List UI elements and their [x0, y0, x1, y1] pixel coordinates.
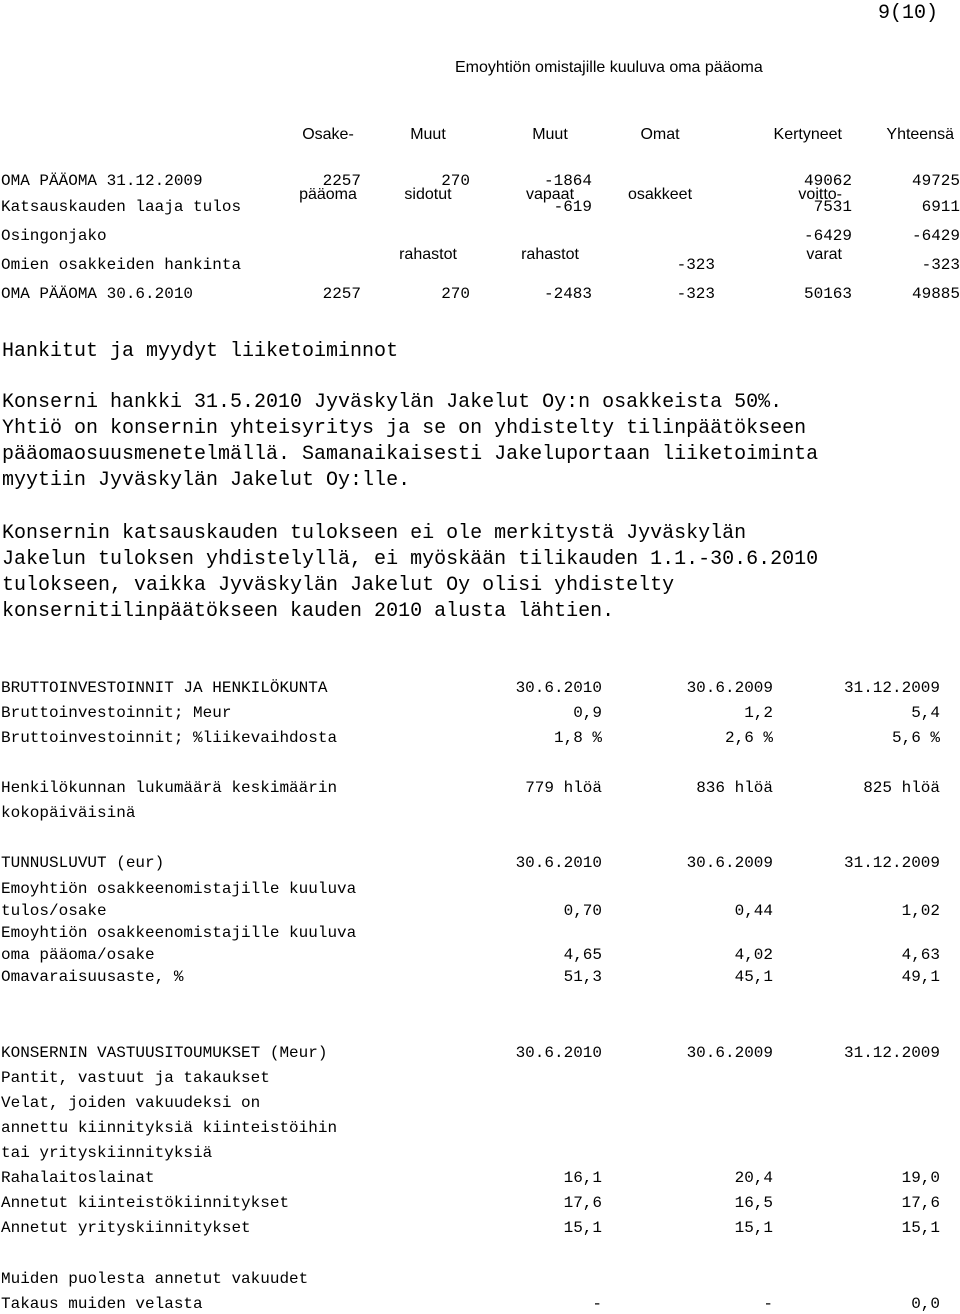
- row-label: Takaus muiden velasta: [1, 1295, 203, 1313]
- row-label: Omien osakkeiden hankinta: [1, 256, 242, 274]
- col-date-1: 30.6.2010: [515, 1044, 602, 1062]
- column-header-total: Yhteensä: [886, 126, 954, 143]
- column-header-line: sidotut: [404, 186, 452, 203]
- cell-value: 19,0: [901, 1169, 940, 1187]
- column-header-retained-earnings: [720, 85, 842, 305]
- row-label: Emoyhtiön osakkeenomistajille kuuluva: [1, 924, 357, 942]
- cell-value: 15,1: [563, 1219, 602, 1237]
- cell-value: 16,1: [563, 1169, 602, 1187]
- subheading: Pantit, vastuut ja takaukset: [1, 1069, 270, 1087]
- cell-value: 5,6 %: [891, 729, 940, 747]
- column-header-line: Osake-: [302, 126, 354, 143]
- cell-total: -6429: [911, 227, 960, 245]
- cell-unrestricted-funds: -2483: [543, 285, 592, 303]
- cell-restricted-funds: 270: [441, 172, 470, 190]
- paragraph-line: Konserni hankki 31.5.2010 Jyväskylän Jakelut Oy:n osakkeista 50%.: [2, 391, 783, 414]
- column-header-line: Muut: [410, 126, 446, 143]
- row-label: Bruttoinvestoinnit; Meur: [1, 704, 232, 722]
- col-date-2: 30.6.2009: [686, 679, 773, 697]
- cell-value: -: [763, 1295, 773, 1313]
- row-label: Emoyhtiön osakkeenomistajille kuuluva: [1, 880, 357, 898]
- cell-value: 16,5: [734, 1194, 773, 1212]
- section-heading: Hankitut ja myydyt liiketoiminnot: [2, 340, 399, 363]
- investments-header-label: BRUTTOINVESTOINNIT JA HENKILÖKUNTA: [1, 679, 328, 697]
- paragraph-result-impact: [2, 521, 952, 625]
- cell-value: 4,02: [734, 946, 773, 964]
- cell-share-capital: 2257: [322, 172, 361, 190]
- row-label: Osingonjako: [1, 227, 107, 245]
- paragraph-line: tulokseen, vaikka Jyväskylän Jakelut Oy olisi yhdistelty: [2, 574, 675, 597]
- column-header-line: osakkeet: [627, 186, 693, 203]
- col-date-3: 31.12.2009: [843, 1044, 940, 1062]
- cell-value: 825 hlöä: [863, 779, 940, 797]
- col-date-1: 30.6.2010: [515, 854, 602, 872]
- paragraph-line: Yhtiö on konsernin yhteisyritys ja se on yhdistelty tilinpäätökseen: [2, 417, 807, 440]
- cell-value: 20,4: [734, 1169, 773, 1187]
- cell-value: 17,6: [901, 1194, 940, 1212]
- cell-value: 51,3: [563, 968, 602, 986]
- cell-retained-earnings: 50163: [803, 285, 852, 303]
- commitments-header-label: KONSERNIN VASTUUSITOUMUKSET (Meur): [1, 1044, 328, 1062]
- column-header-other-restricted-funds: [378, 85, 478, 305]
- page-number: 9(10): [877, 2, 938, 25]
- cell-total: 49885: [911, 285, 960, 303]
- col-date-2: 30.6.2009: [686, 854, 773, 872]
- column-header-line: varat: [806, 246, 842, 263]
- cell-value: 2,6 %: [724, 729, 773, 747]
- col-date-3: 31.12.2009: [843, 854, 940, 872]
- cell-total: -323: [921, 256, 960, 274]
- row-label: Bruttoinvestoinnit; %liikevaihdosta: [1, 729, 338, 747]
- col-date-2: 30.6.2009: [686, 1044, 773, 1062]
- column-header-line: vapaat: [525, 186, 575, 203]
- col-date-3: 31.12.2009: [843, 679, 940, 697]
- row-label: Annetut yrityskiinnitykset: [1, 1219, 251, 1237]
- row-label-continued: tulos/osake: [1, 902, 107, 920]
- row-label: Henkilökunnan lukumäärä keskimäärin: [1, 779, 338, 797]
- column-header-other-unrestricted-funds: [490, 85, 610, 305]
- cell-value: 15,1: [734, 1219, 773, 1237]
- column-header-line: Kertyneet: [773, 126, 842, 143]
- row-label: Omavaraisuusaste, %: [1, 968, 184, 986]
- cell-value: 0,44: [734, 902, 773, 920]
- cell-unrestricted-funds: -1864: [543, 172, 592, 190]
- column-header-line: Omat: [640, 126, 680, 143]
- row-label: Annetut kiinteistökiinnitykset: [1, 1194, 290, 1212]
- column-header-line: pääoma: [299, 186, 357, 203]
- paragraph-line: konsernitilinpäätökseen kauden 2010 alusta lähtien.: [2, 600, 615, 623]
- cell-value: 5,4: [911, 704, 940, 722]
- paragraph-line: Konsernin katsauskauden tulokseen ei ole merkitystä Jyväskylän: [2, 522, 747, 545]
- cell-share-capital: 2257: [322, 285, 361, 303]
- cell-value: 836 hlöä: [696, 779, 773, 797]
- paragraph-line: myytiin Jyväskylän Jakelut Oy:lle.: [2, 469, 411, 492]
- col-date-1: 30.6.2010: [515, 679, 602, 697]
- cell-value: 0,9: [573, 704, 602, 722]
- cell-value: 1,2: [744, 704, 773, 722]
- subheading-continued: annettu kiinnityksiä kiinteistöihin: [1, 1119, 338, 1137]
- cell-value: 15,1: [901, 1219, 940, 1237]
- cell-retained-earnings: -6429: [803, 227, 852, 245]
- cell-total: 49725: [911, 172, 960, 190]
- paragraph-line: pääomaosuusmenetelmällä. Samanaikaisesti Jakeluportaan liiketoiminta: [2, 443, 819, 466]
- subheading: Velat, joiden vakuudeksi on: [1, 1094, 261, 1112]
- key-figures-header-label: TUNNUSLUVUT (eur): [1, 854, 165, 872]
- cell-value: 0,0: [911, 1295, 940, 1313]
- cell-value: -: [592, 1295, 602, 1313]
- cell-value: 17,6: [563, 1194, 602, 1212]
- paragraph-acquisitions: [2, 390, 952, 494]
- equity-group-header: Emoyhtiön omistajille kuuluva oma pääoma: [455, 59, 763, 76]
- cell-value: 779 hlöä: [525, 779, 602, 797]
- row-label: OMA PÄÄOMA 30.6.2010: [1, 285, 194, 303]
- cell-retained-earnings: 7531: [813, 198, 852, 216]
- column-header-line: rahastot: [399, 246, 457, 263]
- subheading: Muiden puolesta annetut vakuudet: [1, 1270, 309, 1288]
- column-header-line: rahastot: [521, 246, 579, 263]
- cell-total: 6911: [921, 198, 960, 216]
- row-label: Rahalaitoslainat: [1, 1169, 155, 1187]
- cell-retained-earnings: 49062: [803, 172, 852, 190]
- cell-value: 0,70: [563, 902, 602, 920]
- paragraph-line: Jakelun tuloksen yhdistelyllä, ei myöskään tilikauden 1.1.-30.6.2010: [2, 548, 819, 571]
- row-label-continued: oma pääoma/osake: [1, 946, 155, 964]
- row-label: Katsauskauden laaja tulos: [1, 198, 242, 216]
- cell-restricted-funds: 270: [441, 285, 470, 303]
- column-header-treasury-shares: [600, 85, 720, 245]
- cell-treasury-shares: -323: [676, 256, 715, 274]
- cell-value: 4,65: [563, 946, 602, 964]
- column-header-line: Muut: [532, 126, 568, 143]
- cell-value: 1,8 %: [553, 729, 602, 747]
- cell-value: 49,1: [901, 968, 940, 986]
- cell-unrestricted-funds: -619: [553, 198, 592, 216]
- subheading-continued: tai yrityskiinnityksiä: [1, 1144, 213, 1162]
- row-label-continued: kokopäiväisinä: [1, 804, 136, 822]
- cell-value: 1,02: [901, 902, 940, 920]
- column-header-share-capital: [278, 85, 378, 245]
- row-label: OMA PÄÄOMA 31.12.2009: [1, 172, 203, 190]
- cell-value: 45,1: [734, 968, 773, 986]
- cell-value: 4,63: [901, 946, 940, 964]
- column-header-line: voitto-: [798, 186, 842, 203]
- cell-treasury-shares: -323: [676, 285, 715, 303]
